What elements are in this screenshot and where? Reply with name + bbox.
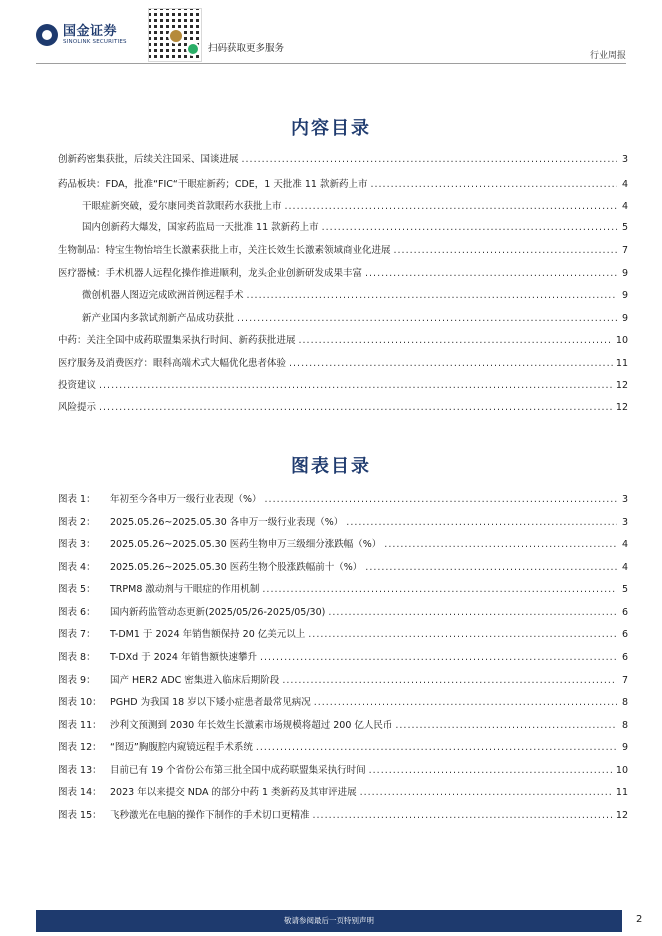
dot-leader	[346, 515, 617, 531]
figure-entry-label: 图表 10：	[58, 697, 102, 708]
company-logo	[36, 24, 127, 46]
contents-entry-title: 中药：关注全国中成药联盟集采执行时间、新药获批进展	[58, 335, 296, 346]
dot-leader	[299, 333, 613, 349]
dot-leader	[365, 266, 617, 282]
figure-entry-page: 9	[621, 742, 628, 753]
contents-entry-title: 国内创新药大爆发，国家药监局一天批准 11 款新药上市	[82, 222, 319, 233]
figure-entry-page: 11	[615, 787, 628, 798]
figures-title: 图表目录	[291, 456, 371, 477]
dot-leader	[289, 356, 613, 372]
figure-entry-title: 飞秒激光在电脑的操作下制作的手术切口更精准	[110, 810, 310, 821]
figure-entry[interactable]	[58, 763, 628, 779]
dot-leader	[99, 378, 613, 394]
dot-leader	[282, 673, 617, 689]
figure-entry-label: 图表 11：	[58, 720, 102, 731]
contents-entry-page: 9	[621, 268, 628, 279]
contents-entry-title: 投资建议	[58, 380, 97, 391]
contents-entry-title: 微创机器人图迈完成欧洲首例远程手术	[82, 290, 244, 301]
contents-entry[interactable]	[58, 288, 628, 304]
qr-logo-icon	[168, 28, 184, 44]
figure-entry-page: 3	[621, 494, 628, 505]
figure-entry-label: 图表 2：	[58, 517, 96, 528]
contents-entry-page: 3	[621, 154, 628, 165]
dot-leader	[242, 152, 617, 168]
dot-leader	[285, 199, 617, 215]
contents-entry-page: 9	[621, 313, 628, 324]
figure-entry-page: 6	[621, 652, 628, 663]
contents-entry-page: 4	[621, 179, 628, 190]
contents-entry-page: 9	[621, 290, 628, 301]
contents-entry-page: 7	[621, 245, 628, 256]
logo-name-en: SINOLINK SECURITIES	[63, 38, 127, 45]
contents-entry[interactable]	[58, 333, 628, 349]
contents-entry[interactable]	[58, 177, 628, 193]
dot-leader	[262, 582, 617, 598]
dot-leader	[247, 288, 617, 304]
contents-entry[interactable]	[58, 266, 628, 282]
dot-leader	[395, 718, 617, 734]
figure-entry-page: 4	[621, 539, 628, 550]
figure-entry-page: 8	[621, 720, 628, 731]
dot-leader	[265, 492, 617, 508]
contents-entry-title: 创新药密集获批，后续关注国采、国谈进展	[58, 154, 239, 165]
figure-entry-label: 图表 8：	[58, 652, 96, 663]
contents-entry-title: 医疗服务及消费医疗：眼科高端术式大幅优化患者体验	[58, 358, 287, 369]
figure-entry-page: 6	[621, 607, 628, 618]
figure-entry[interactable]	[58, 560, 628, 576]
contents-entry-page: 11	[615, 358, 628, 369]
figure-entry-page: 8	[621, 697, 628, 708]
dot-leader	[99, 400, 613, 416]
page-number: 2	[636, 914, 643, 925]
document-type: 行业周报	[589, 51, 626, 61]
dot-leader	[237, 311, 617, 327]
figure-entry-label: 图表 6：	[58, 607, 96, 618]
dot-leader	[365, 560, 617, 576]
logo-name-cn: 国金证券	[63, 23, 118, 39]
contents-entry[interactable]	[58, 152, 628, 168]
figure-entry-title: T-DM1 于 2024 年销售额保持 20 亿美元以上	[110, 629, 306, 640]
figure-entry-title: T-DXd 于 2024 年销售额快速攀升	[110, 652, 257, 663]
figure-entry[interactable]	[58, 582, 628, 598]
figure-entry-label: 图表 12：	[58, 742, 102, 753]
figure-entry-title: 国内新药监管动态更新(2025/05/26-2025/05/30)	[110, 607, 326, 618]
figure-entry-page: 4	[621, 562, 628, 573]
figure-entry[interactable]	[58, 605, 628, 621]
figure-entry[interactable]	[58, 650, 628, 666]
contents-entry-page: 10	[615, 335, 628, 346]
contents-entry-title: 医疗器械：手术机器人远程化操作推进顺利，龙头企业创新研发成果丰富	[58, 268, 363, 279]
contents-entry[interactable]	[58, 378, 628, 394]
contents-entry[interactable]	[58, 199, 628, 215]
figure-entry[interactable]	[58, 740, 628, 756]
figure-entry-title: 目前已有 19 个省份公布第三批全国中成药联盟集采执行时间	[110, 765, 366, 776]
contents-title: 内容目录	[291, 118, 371, 139]
figure-entry-label: 图表 14：	[58, 787, 102, 798]
contents-entry-title: 新产业国内多款试剂新产品成功获批	[82, 313, 235, 324]
contents-entry-page: 12	[615, 380, 628, 391]
contents-entry[interactable]	[58, 400, 628, 416]
dot-leader	[394, 243, 617, 259]
figure-entry[interactable]	[58, 718, 628, 734]
figure-entry-label: 图表 5：	[58, 584, 96, 595]
contents-entry-title: 风险提示	[58, 402, 97, 413]
figure-entry-label: 图表 3：	[58, 539, 96, 550]
page-header	[0, 0, 662, 64]
footer-disclaimer: 敬请参阅最后一页特别声明	[284, 916, 374, 925]
figure-entry[interactable]	[58, 515, 628, 531]
figure-entry-title: 2025.05.26~2025.05.30 医药生物个股涨跌幅前十（%）	[110, 562, 363, 573]
page-footer	[0, 908, 662, 936]
figure-entry[interactable]	[58, 808, 628, 824]
figure-entry-page: 5	[621, 584, 628, 595]
figure-entry-label: 图表 1：	[58, 494, 96, 505]
logo-mark-icon	[36, 24, 58, 46]
figure-entry-page: 3	[621, 517, 628, 528]
figure-entry[interactable]	[58, 537, 628, 553]
figure-entry-title: 2025.05.26~2025.05.30 医药生物申万三级细分涨跌幅（%）	[110, 539, 382, 550]
figure-entry[interactable]	[58, 627, 628, 643]
dot-leader	[256, 740, 617, 756]
figure-entry[interactable]	[58, 785, 628, 801]
wechat-badge-icon	[186, 42, 200, 56]
figure-entry-title: 2023 年以来提交 NDA 的部分中药 1 类新药及其审评进展	[110, 787, 357, 798]
dot-leader	[384, 537, 617, 553]
dot-leader	[322, 220, 617, 236]
dot-leader	[314, 695, 617, 711]
figure-entry-title: “图迈”胸腹腔内窥镜远程手术系统	[110, 742, 253, 753]
figure-entry-title: TRPM8 激动剂与干眼症的作用机制	[110, 584, 260, 595]
figure-entry[interactable]	[58, 673, 628, 689]
contents-entry-page: 5	[621, 222, 628, 233]
contents-entry-page: 12	[615, 402, 628, 413]
figure-entry-title: 国产 HER2 ADC 密集进入临床后期阶段	[110, 675, 280, 686]
figure-entry-title: 沙利文预测到 2030 年长效生长激素市场规模将超过 200 亿人民币	[110, 720, 393, 731]
contents-entry[interactable]	[58, 220, 628, 236]
figure-entry-label: 图表 4：	[58, 562, 96, 573]
contents-entry-title: 药品板块：FDA，批准“FIC“干眼症新药；CDE，1 天批准 11 款新药上市	[58, 179, 368, 190]
figure-entry-page: 6	[621, 629, 628, 640]
figure-entry[interactable]	[58, 695, 628, 711]
figure-entry-label: 图表 13：	[58, 765, 102, 776]
figure-entry-label: 图表 15：	[58, 810, 102, 821]
figure-entry[interactable]	[58, 492, 628, 508]
header-divider	[36, 63, 626, 64]
contents-entry-title: 生物制品：特宝生物怡培生长激素获批上市，关注长效生长激素领域商业化进展	[58, 245, 391, 256]
dot-leader	[328, 605, 617, 621]
dot-leader	[260, 650, 617, 666]
figure-entry-label: 图表 9：	[58, 675, 96, 686]
contents-entry[interactable]	[58, 356, 628, 372]
contents-entry[interactable]	[58, 311, 628, 327]
contents-entry-page: 4	[621, 201, 628, 212]
contents-entry-title: 干眼症新突破，爱尔康同类首款眼药水获批上市	[82, 201, 282, 212]
figure-entry-page: 7	[621, 675, 628, 686]
scan-prompt: 扫码获取更多服务	[208, 43, 285, 54]
dot-leader	[360, 785, 613, 801]
figure-entry-title: 年初至今各申万一级行业表现（%）	[110, 494, 262, 505]
contents-entry[interactable]	[58, 243, 628, 259]
dot-leader	[371, 177, 618, 193]
figure-entry-page: 10	[615, 765, 628, 776]
figure-entry-title: 2025.05.26~2025.05.30 各申万一级行业表现（%）	[110, 517, 344, 528]
figure-entry-page: 12	[615, 810, 628, 821]
figure-entry-label: 图表 7：	[58, 629, 96, 640]
figure-entry-title: PGHD 为我国 18 岁以下矮小症患者最常见病况	[110, 697, 311, 708]
dot-leader	[313, 808, 613, 824]
dot-leader	[369, 763, 613, 779]
dot-leader	[308, 627, 617, 643]
